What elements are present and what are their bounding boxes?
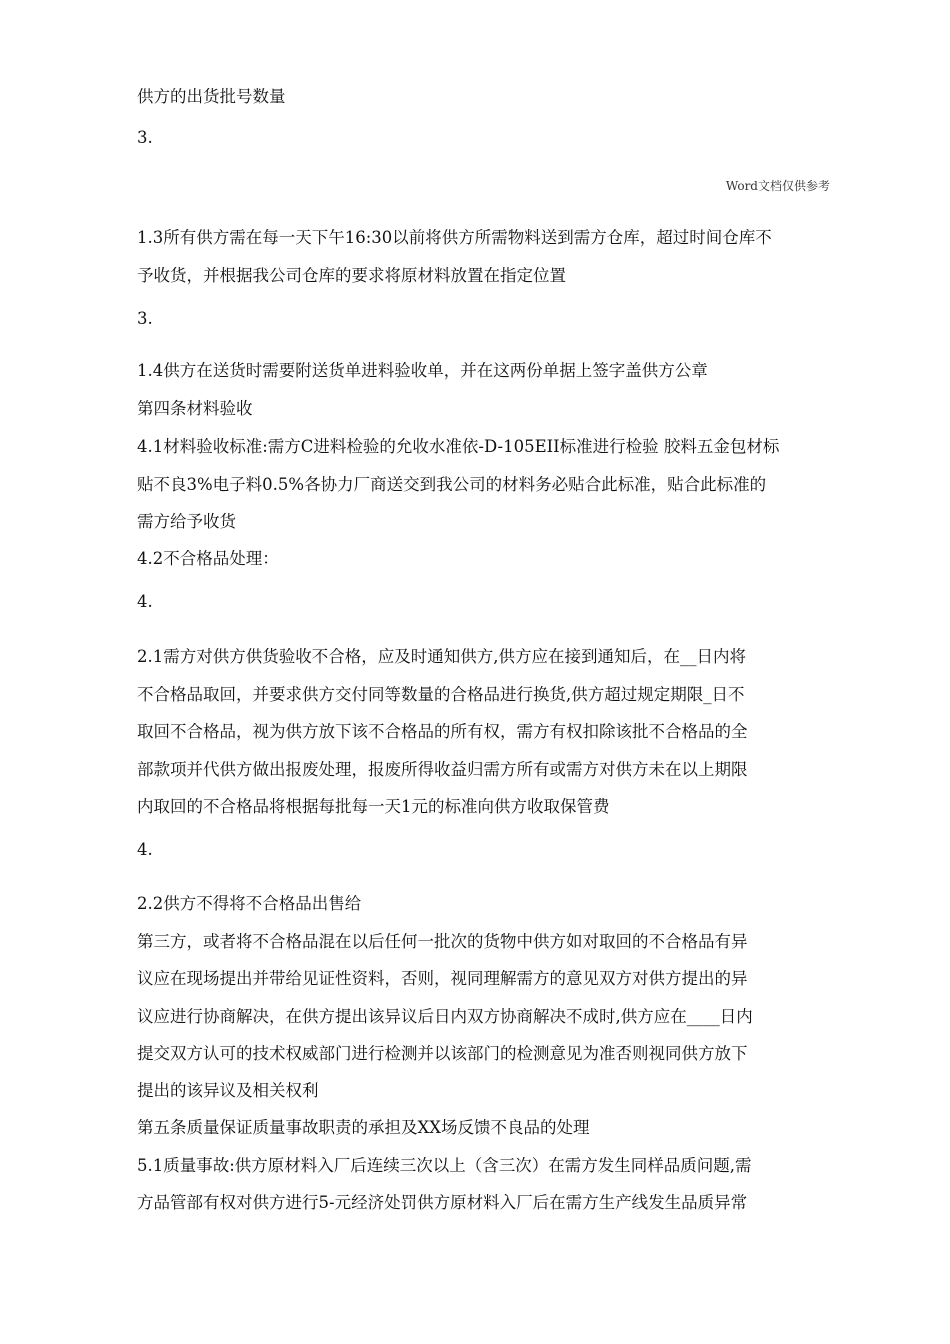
text-line: 3. [137, 309, 153, 328]
text-line: 部款项并代供方做出报废处理，报废所得收益归需方所有或需方对供方未在以上期限 [137, 760, 748, 779]
text-line: 提交双方认可的技术权威部门进行检测并以该部门的检测意见为准否则视同供方放下 [137, 1044, 748, 1063]
text-line: 予收货，并根据我公司仓库的要求将原材料放置在指定位置 [137, 266, 566, 285]
text-line: 2.1需方对供方供货验收不合格，应及时通知供方,供方应在接到通知后，在__日内将 [137, 647, 746, 666]
text-line: 5.1质量事故:供方原材料入厂后连续三次以上（含三次）在需方发生同样品质问题,需 [137, 1156, 752, 1175]
section-heading: 第四条材料验收 [137, 399, 253, 418]
text-line: 不合格品取回，并要求供方交付同等数量的合格品进行换货,供方超过规定期限_日不 [137, 685, 745, 704]
text-line: 3. [137, 128, 153, 147]
text-line: 需方给予收货 [137, 512, 236, 531]
text-line: 议应进行协商解决，在供方提出该异议后日内双方协商解决不成时,供方应在____日内 [137, 1007, 753, 1026]
text-line: 供方的出货批号数量 [137, 87, 286, 106]
section-heading: 第五条质量保证质量事故职责的承担及XX场反馈不良品的处理 [137, 1118, 590, 1137]
text-line: 取回不合格品，视为供方放下该不合格品的所有权，需方有权扣除该批不合格品的全 [137, 722, 748, 741]
text-line: 第三方，或者将不合格品混在以后任何一批次的货物中供方如对取回的不合格品有异 [137, 932, 748, 951]
text-line: 4.2不合格品处理： [137, 549, 279, 568]
text-line: 议应在现场提出并带给见证性资料，否则，视同理解需方的意见双方对供方提出的异 [137, 969, 748, 988]
text-line: 4. [137, 592, 153, 611]
text-line: 1.4供方在送货时需要附送货单进料验收单，并在这两份单据上签字盖供方公章 [137, 361, 708, 380]
text-line: 4. [137, 840, 153, 859]
text-line: 方品管部有权对供方进行5-元经济处罚供方原材料入厂后在需方生产线发生品质异常 [137, 1193, 748, 1212]
text-line: 4.1材料验收标准:需方C进料检验的允收水准依-D-105EII标准进行检验 胶料五金包材标 [137, 437, 780, 456]
text-line: 提出的该异议及相关权利 [137, 1081, 319, 1100]
text-line: 1.3所有供方需在每一天下午16:30以前将供方所需物料送到需方仓库，超过时间仓库不 [137, 228, 772, 247]
text-line: 2.2供方不得将不合格品出售给 [137, 894, 362, 913]
text-line: 贴不良3%电子料0.5%各协力厂商送交到我公司的材料务必贴合此标准，贴合此标准的 [137, 475, 767, 494]
text-line: 内取回的不合格品将根据每批每一天1元的标准向供方收取保管费 [137, 797, 610, 816]
watermark-text: Word文档仅供参考 [725, 179, 830, 193]
